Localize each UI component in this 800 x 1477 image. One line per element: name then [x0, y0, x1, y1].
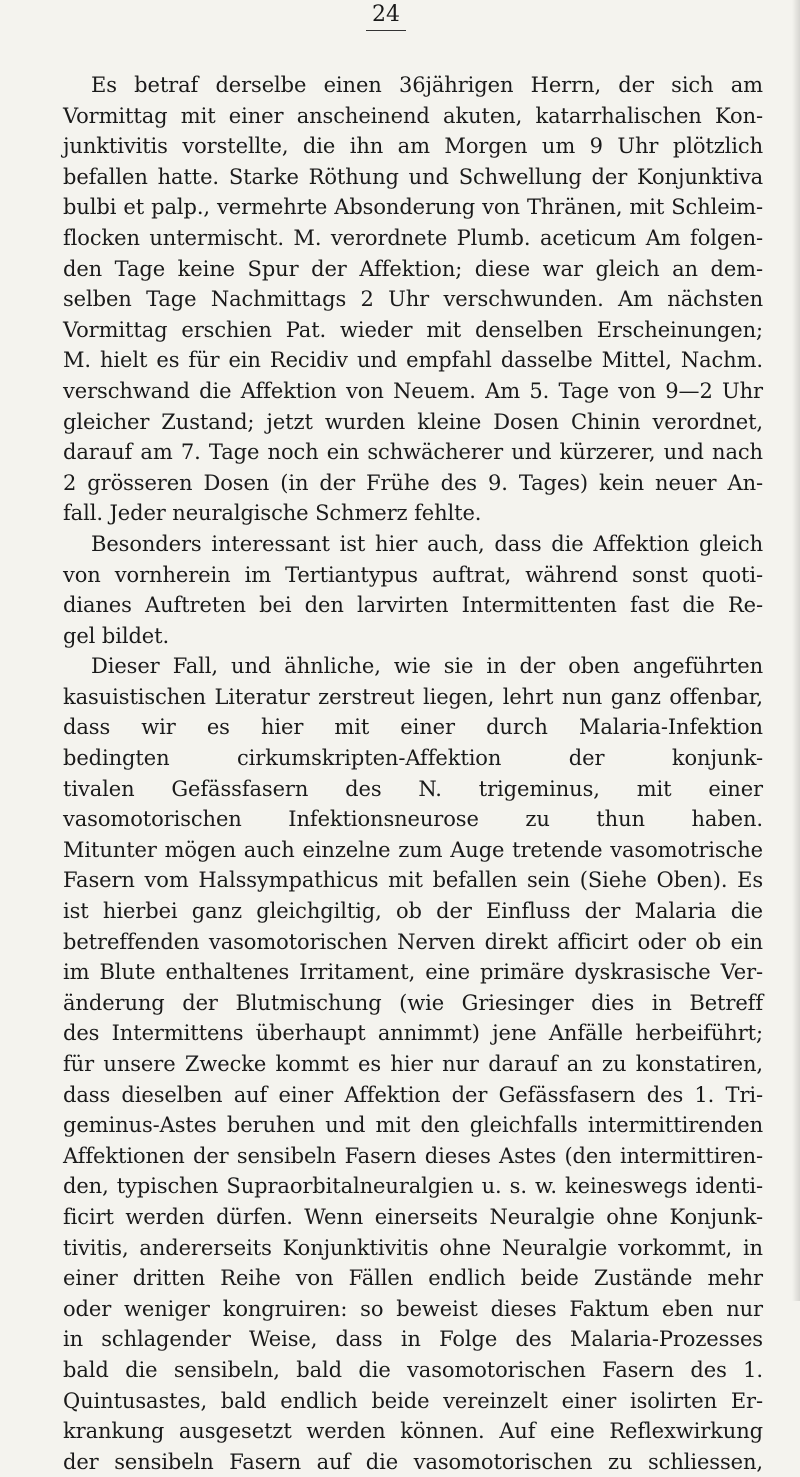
text-line: ist hierbei ganz gleichgiltig, ob der Einfluss der Malaria die [63, 899, 763, 924]
text-line: dianes Auftreten bei den larvirten Intermittenten fast die Re- [63, 593, 763, 618]
text-line: Dieser Fall, und ähnliche, wie sie in der oben angeführten [91, 654, 763, 679]
text-line: verschwand die Affektion von Neuem. Am 5. Tage von 9—2 Uhr [63, 378, 763, 403]
text-line: Affektionen der sensibeln Fasern dieses Astes (den intermittiren- [63, 1143, 763, 1168]
text-line: betreffenden vasomotorischen Nerven direkt afficirt oder ob ein [63, 929, 763, 954]
text-line: selben Tage Nachmittags 2 Uhr verschwunden. Am nächsten [63, 287, 763, 312]
text-line: bedingten cirkumskripten-Affektion der konjunk- [63, 746, 763, 771]
text-line: krankung ausgesetzt werden können. Auf eine Reflexwirkung [63, 1419, 763, 1444]
text-line: dass wir es hier mit einer durch Malaria-Infektion [63, 715, 763, 740]
text-line: junktivitis vorstellte, die ihn am Morgen um 9 Uhr plötzlich [63, 134, 763, 159]
text-line: Besonders interessant ist hier auch, dass die Affektion gleich [91, 531, 763, 556]
text-line: in schlagender Weise, dass in Folge des Malaria-Prozesses [63, 1327, 763, 1352]
text-line: oder weniger kongruiren: so beweist dieses Faktum eben nur [63, 1296, 763, 1321]
text-line: Mitunter mögen auch einzelne zum Auge tretende vasomotrische [63, 837, 763, 862]
text-line: des Intermittens überhaupt annimmt) jene Anfälle herbeiführt; [63, 1021, 763, 1046]
text-line: kasuistischen Literatur zerstreut liegen, lehrt nun ganz offenbar, [63, 684, 763, 709]
text-line: Vormittag mit einer anscheinend akuten, katarrhalischen Kon- [63, 103, 763, 128]
text-line: tivalen Gefässfasern des N. trigeminus, mit einer [63, 776, 763, 801]
text-line: ficirt werden dürfen. Wenn einerseits Neuralgie ohne Konjunk- [63, 1204, 763, 1229]
text-line: der sensibeln Fasern auf die vasomotorischen zu schliessen, [63, 1449, 763, 1474]
text-line: vasomotorischen Infektionsneurose zu thun haben. [63, 807, 763, 832]
page-edge-shadow [792, 0, 800, 1301]
text-line: Es betraf derselbe einen 36jährigen Herrn, der sich am [91, 73, 763, 97]
text-line: M. hielt es für ein Recidiv und empfahl dasselbe Mittel, Nachm. [63, 348, 763, 373]
text-line: Quintusastes, bald endlich beide vereinzelt einer isolirten Er- [63, 1388, 763, 1413]
text-line: dass dieselben auf einer Affektion der Gefässfasern des 1. Tri- [63, 1082, 763, 1107]
text-line: bulbi et palp., vermehrte Absonderung von Thränen, mit Schleim- [63, 195, 763, 220]
text-line: 2 grösseren Dosen (in der Frühe des 9. Tages) kein neuer An- [63, 470, 763, 495]
text-line: den Tage keine Spur der Affektion; diese war gleich an dem- [63, 256, 763, 281]
text-line: bald die sensibeln, bald die vasomotorischen Fasern des 1. [63, 1357, 763, 1382]
text-line: flocken untermischt. M. verordnete Plumb. aceticum Am folgen- [63, 225, 763, 250]
page-number: 24 [366, 2, 406, 31]
text-line: Vormittag erschien Pat. wieder mit denselben Erscheinungen; [63, 317, 763, 342]
text-line: gel bildet. [63, 623, 170, 648]
text-line: im Blute enthaltenes Irritament, eine primäre dyskrasische Ver- [63, 960, 763, 985]
text-line: gleicher Zustand; jetzt wurden kleine Dosen Chinin verordnet, [63, 409, 763, 434]
text-line: für unsere Zwecke kommt es hier nur darauf an zu konstatiren, [63, 1052, 763, 1076]
text-line: den, typischen Supraorbitalneuralgien u. s. w. keineswegs identi- [63, 1174, 763, 1199]
text-line: geminus-Astes beruhen und mit den gleichfalls intermittirenden [63, 1113, 763, 1138]
text-line: Fasern vom Halssympathicus mit befallen sein (Siehe Oben). Es [63, 868, 763, 893]
text-line: tivitis, andererseits Konjunktivitis ohne Neuralgie vorkommt, in [63, 1235, 763, 1260]
body-text [63, 70, 763, 1477]
text-line: befallen hatte. Starke Röthung und Schwellung der Konjunktiva [63, 164, 763, 189]
text-line: einer dritten Reihe von Fällen endlich beide Zustände mehr [63, 1266, 763, 1291]
text-line: änderung der Blutmischung (wie Griesinger dies in Betreff [63, 990, 763, 1015]
text-line: fall. Jeder neuralgische Schmerz fehlte. [63, 501, 482, 526]
text-line: darauf am 7. Tage noch ein schwächerer und kürzerer, und nach [63, 440, 763, 465]
text-line: von vornherein im Tertiantypus auftrat, während sonst quoti- [63, 562, 763, 587]
